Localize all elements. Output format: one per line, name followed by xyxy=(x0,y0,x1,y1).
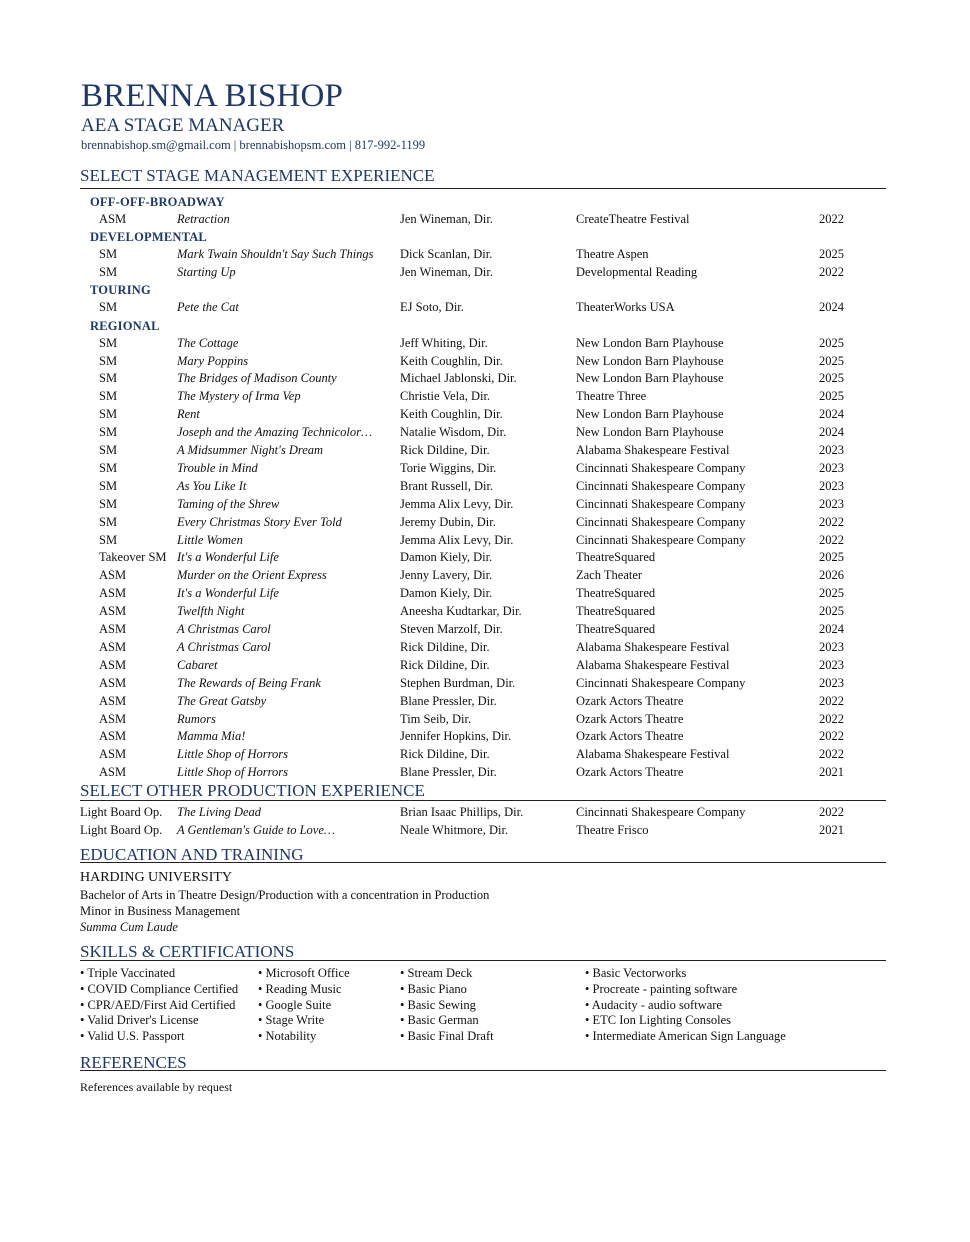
venue: Cincinnati Shakespeare Company xyxy=(576,496,746,511)
year: 2024 xyxy=(819,407,844,422)
skill-item: • Valid U.S. Passport xyxy=(80,1029,185,1044)
venue: Cincinnati Shakespeare Company xyxy=(576,805,746,819)
skill-item: • Microsoft Office xyxy=(258,966,350,980)
skills-column-3 xyxy=(400,966,494,1045)
experience-row xyxy=(0,805,970,823)
venue: TheatreSquared xyxy=(576,586,656,601)
director: Steven Marzolf, Dir. xyxy=(400,622,503,636)
role: SM xyxy=(99,478,118,493)
year: 2023 xyxy=(819,675,844,690)
show-title: A Midsummer Night's Dream xyxy=(177,443,324,457)
director: Jemma Alix Levy, Dir. xyxy=(400,532,514,547)
year: 2026 xyxy=(819,568,844,583)
venue: Ozark Actors Theatre xyxy=(576,765,684,780)
show-title: Joseph and the Amazing Technicolor… xyxy=(177,425,373,440)
experience-row xyxy=(0,461,970,479)
experience-row xyxy=(0,550,970,568)
experience-row xyxy=(0,658,970,676)
venue: Theatre Aspen xyxy=(576,246,649,261)
show-title: Taming of the Shrew xyxy=(177,496,280,511)
experience-row xyxy=(0,371,970,389)
skills-column-1 xyxy=(80,966,238,1045)
year: 2021 xyxy=(819,765,844,780)
section-divider xyxy=(80,800,886,801)
experience-row xyxy=(0,694,970,712)
resume-title: AEA STAGE MANAGER xyxy=(81,115,285,136)
role: SM xyxy=(99,532,118,547)
role: SM xyxy=(99,246,118,261)
year: 2025 xyxy=(819,353,844,368)
skill-item: • Valid Driver's License xyxy=(80,1013,199,1028)
role: SM xyxy=(99,299,118,314)
year: 2022 xyxy=(819,532,844,547)
experience-row xyxy=(0,479,970,497)
year: 2025 xyxy=(819,604,844,619)
show-title: The Cottage xyxy=(177,335,239,350)
role: SM xyxy=(99,460,118,475)
director: Dick Scanlan, Dir. xyxy=(400,246,493,261)
show-title: The Mystery of Irma Vep xyxy=(177,389,301,404)
venue: Developmental Reading xyxy=(576,264,698,279)
skill-item: • Audacity - audio software xyxy=(585,997,722,1012)
section-divider xyxy=(80,862,886,863)
director: Natalie Wisdom, Dir. xyxy=(400,425,507,440)
role: ASM xyxy=(99,622,127,636)
show-title: Retraction xyxy=(177,212,230,226)
director: Jemma Alix Levy, Dir. xyxy=(400,496,514,511)
year: 2025 xyxy=(819,246,844,261)
references-heading: REFERENCES xyxy=(80,1053,187,1072)
minor: Minor in Business Management xyxy=(80,904,241,918)
venue: New London Barn Playhouse xyxy=(576,335,724,350)
year: 2022 xyxy=(819,514,844,529)
role: SM xyxy=(99,335,118,350)
venue: Ozark Actors Theatre xyxy=(576,693,684,708)
skill-item: • CPR/AED/First Aid Certified xyxy=(80,997,236,1012)
role: SM xyxy=(99,371,118,386)
education-heading: EDUCATION AND TRAINING xyxy=(80,845,304,864)
year: 2025 xyxy=(819,371,844,386)
venue: TheaterWorks USA xyxy=(576,299,675,314)
skill-item: • Notability xyxy=(258,1029,317,1044)
show-title: Little Shop of Horrors xyxy=(177,765,289,780)
skill-item: • ETC Ion Lighting Consoles xyxy=(585,1013,732,1028)
director: Tim Seib, Dir. xyxy=(400,711,472,726)
show-title: Mamma Mia! xyxy=(177,729,246,744)
director: Jeremy Dubin, Dir. xyxy=(400,514,496,529)
director: Rick Dildine, Dir. xyxy=(400,639,490,654)
director: Damon Kiely, Dir. xyxy=(400,550,493,565)
show-title: A Gentleman's Guide to Love… xyxy=(177,822,335,837)
show-title: Cabaret xyxy=(177,657,218,672)
role: ASM xyxy=(99,568,127,583)
experience-row xyxy=(0,443,970,461)
venue: New London Barn Playhouse xyxy=(576,425,724,440)
experience-row xyxy=(0,300,970,318)
skill-item: • Reading Music xyxy=(258,981,342,996)
experience-row xyxy=(0,586,970,604)
venue: Alabama Shakespeare Festival xyxy=(576,657,730,672)
role: Takeover SM xyxy=(99,550,167,565)
section-divider xyxy=(80,1070,886,1071)
sm-experience-heading: SELECT STAGE MANAGEMENT EXPERIENCE xyxy=(80,166,435,185)
experience-row xyxy=(0,497,970,515)
experience-row xyxy=(0,823,970,841)
experience-row xyxy=(0,354,970,372)
director: EJ Soto, Dir. xyxy=(400,299,464,314)
skill-item: • Stream Deck xyxy=(400,966,473,980)
show-title: Murder on the Orient Express xyxy=(177,568,327,583)
experience-row xyxy=(0,425,970,443)
skill-item: • COVID Compliance Certified xyxy=(80,981,239,996)
role: SM xyxy=(99,443,118,457)
show-title: Mary Poppins xyxy=(177,353,249,368)
year: 2024 xyxy=(819,622,844,636)
experience-row xyxy=(0,389,970,407)
director: Rick Dildine, Dir. xyxy=(400,747,490,762)
role: SM xyxy=(99,407,118,422)
director: Jen Wineman, Dir. xyxy=(400,212,493,226)
year: 2023 xyxy=(819,639,844,654)
show-title: Rumors xyxy=(177,711,216,726)
role: SM xyxy=(99,425,118,440)
experience-row xyxy=(0,568,970,586)
show-title: A Christmas Carol xyxy=(177,639,271,654)
role: ASM xyxy=(99,212,127,226)
venue: TheatreSquared xyxy=(576,604,656,619)
director: Brian Isaac Phillips, Dir. xyxy=(400,805,524,819)
degree: Bachelor of Arts in Theatre Design/Production with a concentration in Production xyxy=(80,888,490,902)
skill-item: • Basic German xyxy=(400,1013,479,1028)
venue: TheatreSquared xyxy=(576,550,656,565)
role: SM xyxy=(99,389,118,404)
role: ASM xyxy=(99,765,127,780)
references-text: References available by request xyxy=(80,1080,233,1094)
skill-item: • Basic Sewing xyxy=(400,997,476,1012)
role: SM xyxy=(99,353,118,368)
year: 2023 xyxy=(819,478,844,493)
director: Jenny Lavery, Dir. xyxy=(400,568,493,583)
year: 2022 xyxy=(819,264,844,279)
venue: Zach Theater xyxy=(576,568,643,583)
other-experience-heading: SELECT OTHER PRODUCTION EXPERIENCE xyxy=(80,781,425,800)
skill-item: • Basic Piano xyxy=(400,981,467,996)
year: 2022 xyxy=(819,747,844,762)
role: Light Board Op. xyxy=(80,822,163,837)
venue: New London Barn Playhouse xyxy=(576,353,724,368)
resume-name: BRENNA BISHOP xyxy=(81,78,344,114)
director: Christie Vela, Dir. xyxy=(400,389,491,404)
category-label: REGIONAL xyxy=(90,318,160,333)
skill-item: • Triple Vaccinated xyxy=(80,966,176,980)
director: Keith Coughlin, Dir. xyxy=(400,353,503,368)
role: ASM xyxy=(99,586,127,601)
show-title: Twelfth Night xyxy=(177,604,245,619)
year: 2025 xyxy=(819,586,844,601)
year: 2023 xyxy=(819,460,844,475)
role: Light Board Op. xyxy=(80,805,163,819)
contact-line: brennabishop.sm@gmail.com | brennabishopsm.com | 817-992-1199 xyxy=(81,138,426,152)
experience-row xyxy=(0,676,970,694)
venue: TheatreSquared xyxy=(576,622,656,636)
role: ASM xyxy=(99,639,127,654)
year: 2024 xyxy=(819,425,844,440)
director: Torie Wiggins, Dir. xyxy=(400,460,497,475)
director: Aneesha Kudtarkar, Dir. xyxy=(400,604,522,619)
venue: New London Barn Playhouse xyxy=(576,407,724,422)
skills-column-4 xyxy=(585,966,786,1045)
venue: Cincinnati Shakespeare Company xyxy=(576,675,746,690)
role: SM xyxy=(99,264,118,279)
experience-row xyxy=(0,747,970,765)
show-title: Rent xyxy=(177,407,200,422)
show-title: The Rewards of Being Frank xyxy=(177,675,321,690)
skills-heading: SKILLS & CERTIFICATIONS xyxy=(80,942,295,961)
experience-row xyxy=(0,622,970,640)
role: ASM xyxy=(99,711,127,726)
director: Blane Pressler, Dir. xyxy=(400,765,497,780)
skill-item: • Stage Write xyxy=(258,1013,325,1028)
experience-row xyxy=(0,407,970,425)
experience-row xyxy=(0,604,970,622)
show-title: Little Women xyxy=(177,532,243,547)
role: ASM xyxy=(99,675,127,690)
director: Brant Russell, Dir. xyxy=(400,478,494,493)
role: ASM xyxy=(99,657,127,672)
director: Damon Kiely, Dir. xyxy=(400,586,493,601)
venue: Cincinnati Shakespeare Company xyxy=(576,478,746,493)
director: Keith Coughlin, Dir. xyxy=(400,407,503,422)
show-title: The Bridges of Madison County xyxy=(177,371,337,386)
director: Michael Jablonski, Dir. xyxy=(400,371,517,386)
show-title: A Christmas Carol xyxy=(177,622,271,636)
skill-item: • Procreate - painting software xyxy=(585,981,738,996)
show-title: Starting Up xyxy=(177,264,236,279)
experience-row xyxy=(0,336,970,354)
year: 2022 xyxy=(819,212,844,226)
venue: Alabama Shakespeare Festival xyxy=(576,639,730,654)
year: 2023 xyxy=(819,657,844,672)
venue: Cincinnati Shakespeare Company xyxy=(576,460,746,475)
year: 2024 xyxy=(819,299,844,314)
experience-row xyxy=(0,247,970,265)
director: Blane Pressler, Dir. xyxy=(400,693,497,708)
year: 2023 xyxy=(819,443,844,457)
director: Neale Whitmore, Dir. xyxy=(400,822,509,837)
skill-item: • Basic Final Draft xyxy=(400,1029,494,1044)
year: 2022 xyxy=(819,693,844,708)
year: 2025 xyxy=(819,550,844,565)
show-title: Little Shop of Horrors xyxy=(177,747,289,762)
show-title: Pete the Cat xyxy=(177,299,239,314)
category-label: TOURING xyxy=(90,282,151,297)
section-divider xyxy=(80,960,886,961)
year: 2021 xyxy=(819,822,844,837)
experience-row xyxy=(0,533,970,551)
year: 2022 xyxy=(819,729,844,744)
year: 2023 xyxy=(819,496,844,511)
venue: CreateTheatre Festival xyxy=(576,212,690,226)
director: Jennifer Hopkins, Dir. xyxy=(400,729,512,744)
role: SM xyxy=(99,496,118,511)
director: Rick Dildine, Dir. xyxy=(400,657,490,672)
show-title: Every Christmas Story Ever Told xyxy=(177,514,342,529)
experience-row xyxy=(0,265,970,283)
skill-item: • Basic Vectorworks xyxy=(585,966,687,980)
venue: Theatre Three xyxy=(576,389,647,404)
venue: Ozark Actors Theatre xyxy=(576,711,684,726)
director: Stephen Burdman, Dir. xyxy=(400,675,516,690)
experience-row xyxy=(0,515,970,533)
year: 2025 xyxy=(819,389,844,404)
role: ASM xyxy=(99,693,127,708)
section-divider xyxy=(80,188,886,189)
director: Jen Wineman, Dir. xyxy=(400,264,493,279)
experience-row xyxy=(0,712,970,730)
show-title: As You Like It xyxy=(177,478,247,493)
venue: Alabama Shakespeare Festival xyxy=(576,747,730,762)
venue: Cincinnati Shakespeare Company xyxy=(576,532,746,547)
category-label: OFF-OFF-BROADWAY xyxy=(90,195,225,209)
role: ASM xyxy=(99,729,127,744)
show-title: The Living Dead xyxy=(177,805,262,819)
show-title: The Great Gatsby xyxy=(177,693,267,708)
venue: Alabama Shakespeare Festival xyxy=(576,443,730,457)
category-label: DEVELOPMENTAL xyxy=(90,229,207,244)
venue: New London Barn Playhouse xyxy=(576,371,724,386)
year: 2025 xyxy=(819,335,844,350)
show-title: Mark Twain Shouldn't Say Such Things xyxy=(177,246,374,261)
experience-row xyxy=(0,640,970,658)
show-title: Trouble in Mind xyxy=(177,460,258,475)
skills-column-2 xyxy=(258,966,350,1045)
role: SM xyxy=(99,514,118,529)
director: Rick Dildine, Dir. xyxy=(400,443,490,457)
venue: Theatre Frisco xyxy=(576,822,649,837)
role: ASM xyxy=(99,604,127,619)
role: ASM xyxy=(99,747,127,762)
year: 2022 xyxy=(819,805,844,819)
skill-item: • Google Suite xyxy=(258,997,332,1012)
show-title: It's a Wonderful Life xyxy=(177,586,279,601)
year: 2022 xyxy=(819,711,844,726)
show-title: It's a Wonderful Life xyxy=(177,550,279,565)
venue: Ozark Actors Theatre xyxy=(576,729,684,744)
venue: Cincinnati Shakespeare Company xyxy=(576,514,746,529)
school-name: HARDING UNIVERSITY xyxy=(80,870,233,885)
experience-row xyxy=(0,729,970,747)
skill-item: • Intermediate American Sign Language xyxy=(585,1029,786,1044)
honors: Summa Cum Laude xyxy=(80,920,178,934)
director: Jeff Whiting, Dir. xyxy=(400,335,488,350)
experience-row xyxy=(0,212,970,230)
